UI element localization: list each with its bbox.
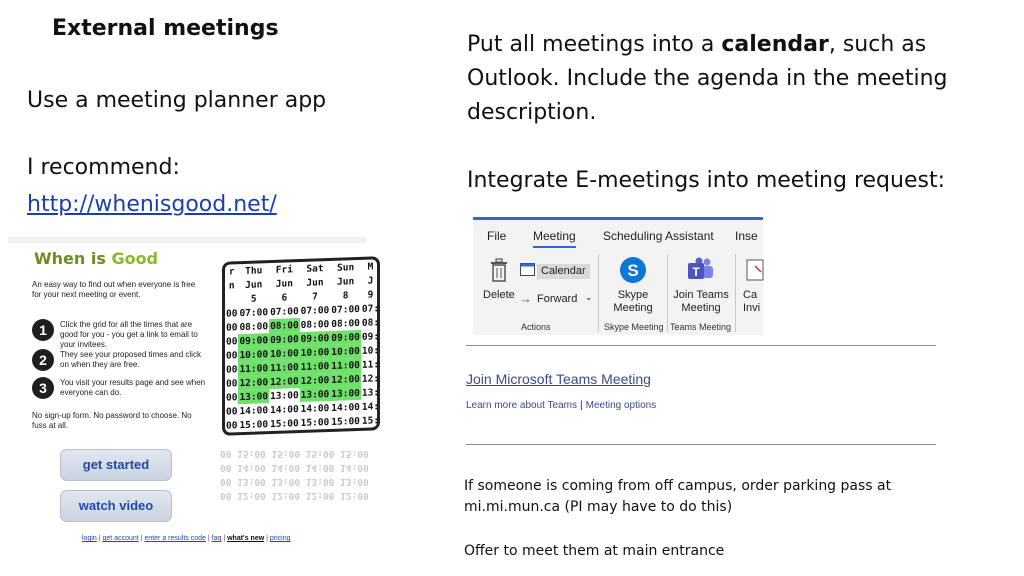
grid-header-month: Jun: [306, 276, 324, 289]
trash-icon: [489, 257, 509, 283]
teams-line2: Meeting: [681, 302, 721, 314]
grid-reflection: [220, 442, 370, 502]
grid-cell-available[interactable]: 11:00: [270, 361, 299, 374]
grid-cell[interactable]: 15:00: [239, 418, 269, 431]
forward-icon: →: [519, 291, 532, 306]
grid-header-month: Jun: [337, 275, 355, 288]
grid-cell[interactable]: 14:00: [270, 403, 299, 416]
grid-cell[interactable]: 07:00: [270, 305, 299, 318]
entrance-note: Offer to meet them at main entrance: [464, 543, 725, 559]
para1-pre: Put all meetings into a: [467, 32, 722, 57]
calendar-grid: [222, 256, 380, 436]
grid-header-month: n: [228, 279, 235, 292]
separator-line: [466, 444, 936, 445]
divider: [598, 254, 599, 332]
logo-part-b: Good: [111, 249, 159, 268]
grid-cell-available[interactable]: 12:00: [270, 375, 299, 388]
grid-cell[interactable]: 08:00: [300, 318, 330, 331]
grid-cell-available[interactable]: 09:00: [331, 331, 360, 344]
grid-header-date: 5: [250, 293, 257, 305]
grid-header-date: 6: [281, 291, 288, 304]
reflection-row: 00 12:00 12:00 12:00 12:00: [220, 490, 369, 501]
grid-cell-available[interactable]: 12:00: [331, 373, 360, 386]
grid-header-day: M: [367, 260, 374, 273]
step-1: [32, 319, 208, 347]
grid-cell[interactable]: 12:: [361, 372, 380, 385]
footer-links: login | get account | enter a results code | faq | what's new | pricing: [82, 535, 291, 542]
outlook-ribbon: [473, 217, 763, 335]
grid-cell[interactable]: 07:: [361, 302, 380, 315]
grid-cell[interactable]: 10:: [361, 344, 380, 357]
grid-cell-available[interactable]: 11:00: [239, 362, 269, 375]
tab-meeting[interactable]: Meeting: [533, 229, 576, 248]
grid-cell[interactable]: 09:: [361, 330, 380, 343]
step-text: You visit your results page and see when everyone can do.: [60, 378, 206, 397]
top-strip: [8, 237, 366, 243]
grid-header-month: J: [367, 274, 374, 287]
step-3: [32, 377, 208, 405]
whenisgood-screenshot: [8, 237, 380, 557]
grid-cell-available[interactable]: 09:00: [270, 333, 299, 346]
svg-text:S: S: [627, 261, 639, 280]
whats-new-link[interactable]: what's new: [227, 535, 265, 542]
calendar-grid-image: [204, 251, 380, 441]
delete-button[interactable]: Delete: [483, 289, 515, 301]
grid-cell-available[interactable]: 10:00: [300, 346, 330, 359]
tab-scheduling-assistant[interactable]: Scheduling Assistant: [603, 229, 714, 243]
grid-cell[interactable]: 14:00: [300, 402, 330, 415]
integrate-paragraph: Integrate E-meetings into meeting request:: [467, 168, 945, 193]
reflection-row: 00 14:00 14:00 14:00 14:00: [220, 462, 369, 473]
reflection-row: 00 13:00 13:00 13:00 13:00: [220, 476, 369, 487]
recommend-label: I recommend:: [27, 155, 180, 180]
learn-more-link[interactable]: Learn more about Teams: [466, 400, 577, 411]
svg-text:T: T: [692, 265, 700, 279]
logo-part-a: When is: [34, 249, 112, 268]
grid-header-day: r: [228, 265, 235, 278]
grid-cell[interactable]: 07:00: [331, 303, 360, 316]
grid-time-fragment: 00: [226, 349, 238, 362]
grid-cell-available[interactable]: 10:00: [239, 348, 269, 361]
step-number: 2: [32, 349, 54, 371]
grid-cell[interactable]: 07:00: [300, 304, 330, 317]
grid-cell[interactable]: 08:00: [331, 317, 360, 330]
para1-bold: calendar: [721, 32, 829, 57]
group-teams-meeting: Teams Meeting: [670, 322, 732, 332]
teams-icon: [686, 257, 714, 283]
grid-cell[interactable]: 07:00: [239, 306, 269, 319]
grid-header-day: Sat: [306, 262, 324, 275]
grid-header-date: 7: [312, 290, 318, 303]
step-text: Click the grid for all the times that are good for you - you get a link to email to your invitees.: [60, 320, 198, 349]
join-teams-meeting-button[interactable]: [673, 289, 729, 315]
teams-sub-links: [466, 400, 656, 411]
grid-header-day: Sun: [337, 261, 355, 274]
group-actions: Actions: [521, 322, 551, 332]
grid-cell[interactable]: 15:00: [331, 415, 360, 428]
grid-cell[interactable]: 08:: [361, 316, 380, 329]
cancel-line2: Invi: [743, 302, 761, 314]
tab-file[interactable]: File: [487, 229, 507, 243]
calendar-button[interactable]: Calendar: [537, 264, 590, 279]
tab-insert[interactable]: Inse: [735, 229, 758, 243]
grid-header-day: Fri: [275, 263, 293, 276]
grid-cell[interactable]: 15:00: [270, 417, 299, 430]
group-skype-meeting: Skype Meeting: [604, 322, 664, 332]
grid-cell[interactable]: 15:: [361, 414, 380, 427]
get-started-button[interactable]: get started: [60, 449, 172, 481]
grid-header-month: Jun: [275, 277, 293, 290]
no-signup-text: No sign-up form. No password to choose. No fuss at all.: [32, 411, 192, 430]
grid-time-fragment: 00: [226, 321, 238, 334]
grid-cell-available[interactable]: 11:00: [300, 360, 330, 373]
grid-cell-available[interactable]: 10:00: [331, 345, 360, 358]
grid-time-fragment: 00: [226, 419, 238, 432]
join-teams-link[interactable]: Join Microsoft Teams Meeting: [466, 371, 651, 387]
grid-cell-available[interactable]: 10:00: [270, 347, 299, 360]
grid-cell-available[interactable]: 13:00: [239, 390, 269, 403]
grid-time-fragment: 00: [226, 363, 238, 376]
results-code-link[interactable]: enter a results code: [144, 535, 206, 542]
slide-title: External meetings: [52, 16, 279, 41]
grid-cell-available[interactable]: 12:00: [239, 376, 269, 389]
grid-cell[interactable]: 11:: [361, 358, 380, 371]
step-2: [32, 349, 208, 377]
grid-time-fragment: 00: [226, 335, 238, 348]
grid-header-date: 9: [367, 288, 374, 301]
watch-video-button[interactable]: watch video: [60, 490, 172, 522]
pricing-link[interactable]: pricing: [269, 535, 291, 542]
grid-header-day: Thu: [245, 264, 263, 277]
grid-cell[interactable]: 13:: [361, 386, 380, 399]
grid-cell-available[interactable]: 09:00: [239, 334, 269, 347]
grid-cell[interactable]: 08:00: [239, 320, 269, 333]
para1-post: , such as Outlook. Include the agenda in the meeting description.: [467, 32, 948, 125]
parking-note: If someone is coming from off campus, order parking pass at mi.mi.mun.ca (PI may have to do this): [464, 478, 892, 515]
grid-header-date: 8: [342, 289, 349, 302]
grid-cell-available[interactable]: 12:00: [300, 374, 330, 387]
cancel-line1: Ca: [743, 289, 758, 301]
grid-cell-available[interactable]: 13:00: [331, 387, 360, 400]
calendar-paragraph: [467, 28, 1007, 130]
intro-text: An easy way to find out when everyone is free for your next meeting or event.: [32, 280, 196, 299]
step-text: They see your proposed times and click on when they are free.: [60, 350, 201, 369]
meeting-options-link[interactable]: Meeting options: [585, 400, 657, 411]
divider: [735, 254, 736, 332]
separator: |: [580, 400, 583, 411]
grid-cell-available[interactable]: 13:00: [300, 388, 330, 401]
skype-line1: Skype: [617, 289, 649, 301]
grid-cell[interactable]: 14:: [361, 400, 380, 413]
step-number: 1: [32, 319, 54, 341]
calendar-icon: [520, 263, 535, 276]
skype-icon: [619, 256, 647, 284]
grid-table: [225, 259, 380, 432]
grid-time-fragment: 00: [226, 377, 238, 390]
skype-meeting-button[interactable]: [612, 289, 654, 315]
grid-cell[interactable]: 14:00: [331, 401, 360, 414]
grid-time-fragment: 00: [226, 307, 238, 320]
step-number: 3: [32, 377, 54, 399]
faq-link[interactable]: faq: [211, 535, 222, 542]
cancel-invitation-button[interactable]: [743, 289, 760, 315]
chevron-down-icon[interactable]: ⌄: [585, 292, 593, 302]
grid-cell[interactable]: 14:00: [239, 404, 269, 417]
grid-header-date: [225, 292, 238, 306]
divider: [667, 254, 668, 332]
grid-time-fragment: 00: [226, 405, 238, 418]
whenisgood-link[interactable]: http://whenisgood.net/: [27, 192, 277, 217]
skype-line2: Meeting: [613, 302, 653, 314]
grid-time-fragment: 00: [226, 391, 238, 404]
whenisgood-logo: [34, 249, 158, 268]
forward-button[interactable]: Forward: [537, 293, 578, 305]
grid-cell[interactable]: 15:00: [300, 416, 330, 429]
grid-header-month: Jun: [245, 278, 263, 291]
login-link[interactable]: login: [82, 535, 97, 542]
grid-cell-available[interactable]: 11:00: [331, 359, 360, 372]
grid-cell[interactable]: 13:00: [270, 389, 299, 402]
separator-line: [466, 345, 936, 346]
cancel-invitation-icon: [745, 258, 765, 282]
reflection-row: 00 15:00 15:00 15:00 15:00: [220, 448, 369, 459]
grid-cell-available[interactable]: 09:00: [300, 332, 330, 345]
planner-advice: Use a meeting planner app: [27, 88, 327, 113]
get-account-link[interactable]: get account: [102, 535, 139, 542]
teams-line1: Join Teams: [673, 289, 729, 301]
grid-cell-available[interactable]: 08:00: [270, 319, 299, 332]
